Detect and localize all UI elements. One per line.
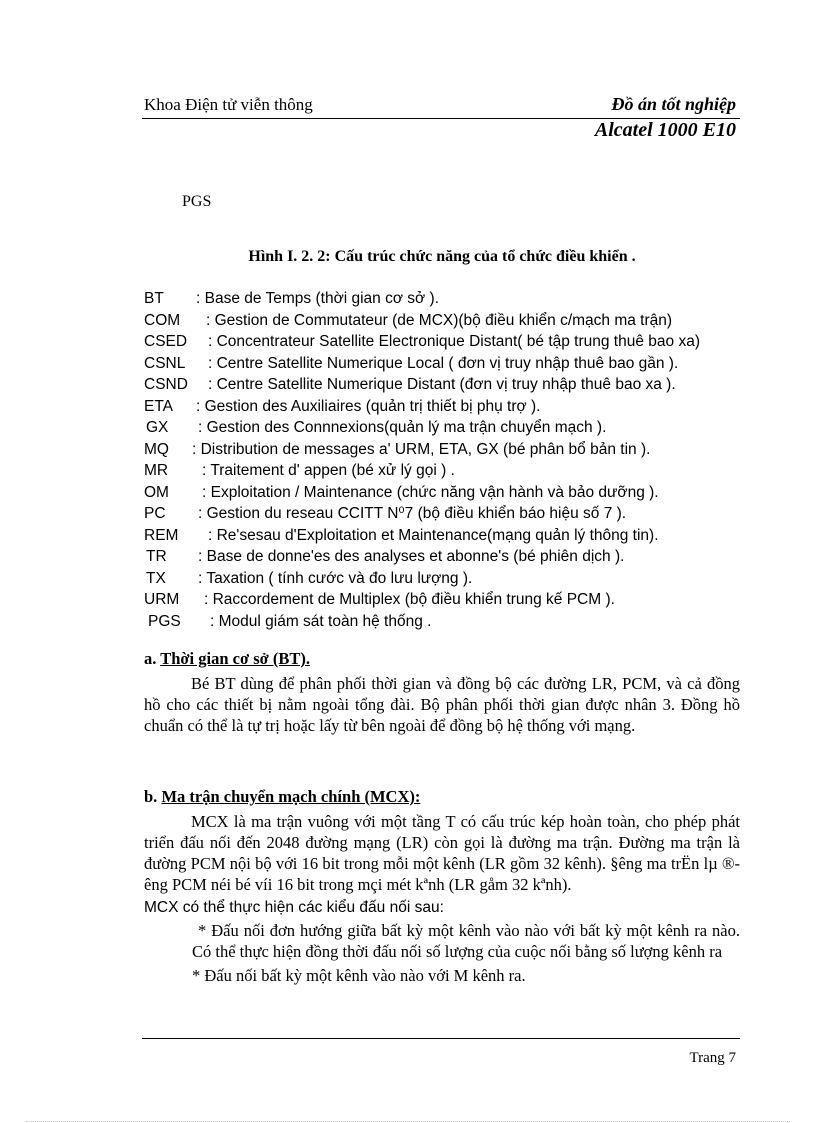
section-b-bullet-1: * Đấu nối đơn hướng giữa bất kỳ một kênh vào nào với bất kỳ một kênh ra nào. Có thể thực hiện đồng thời đấu nối số lượng của cuộc nối bằng số lượng kênh ra [192,921,740,961]
abbreviation-code: COM [144,311,181,329]
abbreviation-row [144,611,700,633]
abbreviation-description: : Traitement d' appen (bé xử lý gọi ) . [202,462,455,479]
abbreviation-code: CSND [144,376,188,393]
header-department: Khoa Điện tử viễn thông [144,95,313,114]
abbreviation-description: : Gestion des Auxiliaires (quản trị thiết bị phụ trợ ). [196,397,541,415]
abbreviation-description: : Gestion des Connnexions(quản lý ma trận chuyển mạch ). [198,419,607,436]
section-a-prefix: a. [144,649,161,668]
section-b-intro: MCX có thể thực hiện các kiểu đấu nối sau: [144,899,444,916]
abbreviation-row [144,460,700,482]
abbreviation-code: MQ [144,440,169,458]
header-subtitle: Alcatel 1000 E10 [594,119,736,141]
section-b [144,786,740,986]
section-b-title: Ma trận chuyển mạch chính (MCX): [161,787,421,806]
section-b-prefix: b. [144,787,162,806]
abbreviation-description: : Taxation ( tính cước và đo lưu lượng ). [198,569,473,587]
abbreviation-code: MR [144,462,169,479]
abbreviation-code: GX [146,419,169,436]
section-b-heading [144,786,740,807]
abbreviation-row [144,525,700,547]
abbreviation-description: : Modul giám sát toàn hệ thống . [210,612,432,630]
abbreviation-row [144,310,700,332]
abbreviation-row [144,482,700,504]
abbreviation-code: CSNL [144,354,186,372]
figure-caption: Hình I. 2. 2: Cấu trúc chức năng của tổ chức điều khiển . [248,248,636,265]
abbreviation-code: TR [146,548,167,565]
abbreviation-code: BT [144,290,164,307]
abbreviation-code: ETA [144,397,173,415]
abbreviation-description: : Centre Satellite Numerique Local ( đơn vị truy nhập thuê bao gần ). [208,354,679,372]
abbreviation-description: : Gestion du reseau CCITT N⁰7 (bộ điều khiển báo hiệu số 7 ). [198,505,627,522]
abbreviation-row [144,589,700,611]
section-a [144,648,740,736]
abbreviation-description: : Concentrateur Satellite Electronique Distant( bé tập trung thuê bao xa) [208,333,700,350]
section-b-bullet-2: * Đấu nối bất kỳ một kênh vào nào với M kênh ra. [192,966,526,985]
abbreviation-description: : Raccordement de Multiplex (bộ điều khiển trung kế PCM ). [204,591,615,608]
abbreviation-description: : Exploitation / Maintenance (chức năng vận hành và bảo dưỡng ). [202,483,659,501]
abbreviation-description: : Centre Satellite Numerique Distant (đơn vị truy nhập thuê bao xa ). [208,376,676,393]
abbreviation-list [144,288,700,632]
abbreviation-row [144,568,700,590]
section-a-heading [144,648,740,669]
abbreviation-row [144,503,700,525]
abbreviation-description: : Re'sesau d'Exploitation et Maintenance(mạng quản lý thông tin). [208,526,659,544]
abbreviation-code: TX [146,569,166,587]
figure-label: PGS [182,193,212,210]
abbreviation-description: : Gestion de Commutateur (de MCX)(bộ điều khiển c/mạch ma trận) [206,311,673,329]
abbreviation-description: : Distribution de messages a' URM, ETA, GX (bé phân bổ bản tin ). [192,440,651,458]
abbreviation-row [144,417,700,439]
abbreviation-row [144,331,700,353]
abbreviation-row [144,374,700,396]
section-a-title: Thời gian cơ sở (BT). [160,649,311,668]
abbreviation-row [144,546,700,568]
abbreviation-description: : Base de Temps (thời gian cơ sở ). [196,290,439,307]
abbreviation-code: REM [144,526,179,544]
abbreviation-row [144,288,700,310]
footer-rule [142,1038,740,1039]
abbreviation-description: : Base de donne'es des analyses et abonne's (bé phiên dịch ). [198,548,625,565]
page-number: Trang 7 [689,1050,736,1066]
abbreviation-code: CSED [144,333,188,350]
abbreviation-code: URM [144,591,180,608]
page-bottom-border [26,1121,790,1122]
abbreviation-code: OM [144,483,169,501]
abbreviation-code: PGS [148,612,181,630]
abbreviation-row [144,439,700,461]
header-project-title: Đồ án tốt nghiệp [611,94,736,114]
abbreviation-row [144,353,700,375]
abbreviation-code: PC [144,505,166,522]
section-a-body: Bé BT dùng để phân phối thời gian và đồng bộ các đường LR, PCM, và cả đồng hồ cho các thiết bị nằm ngoài tổng đài. Bộ phân phối thời gian được nhân 3. Đồng hồ chuẩn có thể là tự trị hoặc lấy từ bên ngoài để đồng bộ hệ thống với mạng. [144,674,740,735]
abbreviation-row [144,396,700,418]
section-b-body: MCX là ma trận vuông với một tầng T có cấu trúc kép hoàn toàn, cho phép phát triển đấu nối đến 2048 đường mạng (LR) còn gọi là đường ma trận. Đường ma trận là đường PCM nội bộ với 16 bit trong mỗi một kênh (LR gồm 32 kênh). §êng ma trËn lµ ®êng PCM néi bé víi 16 bit trong mçi mét kªnh (LR gåm 32 kªnh). [144,812,740,894]
